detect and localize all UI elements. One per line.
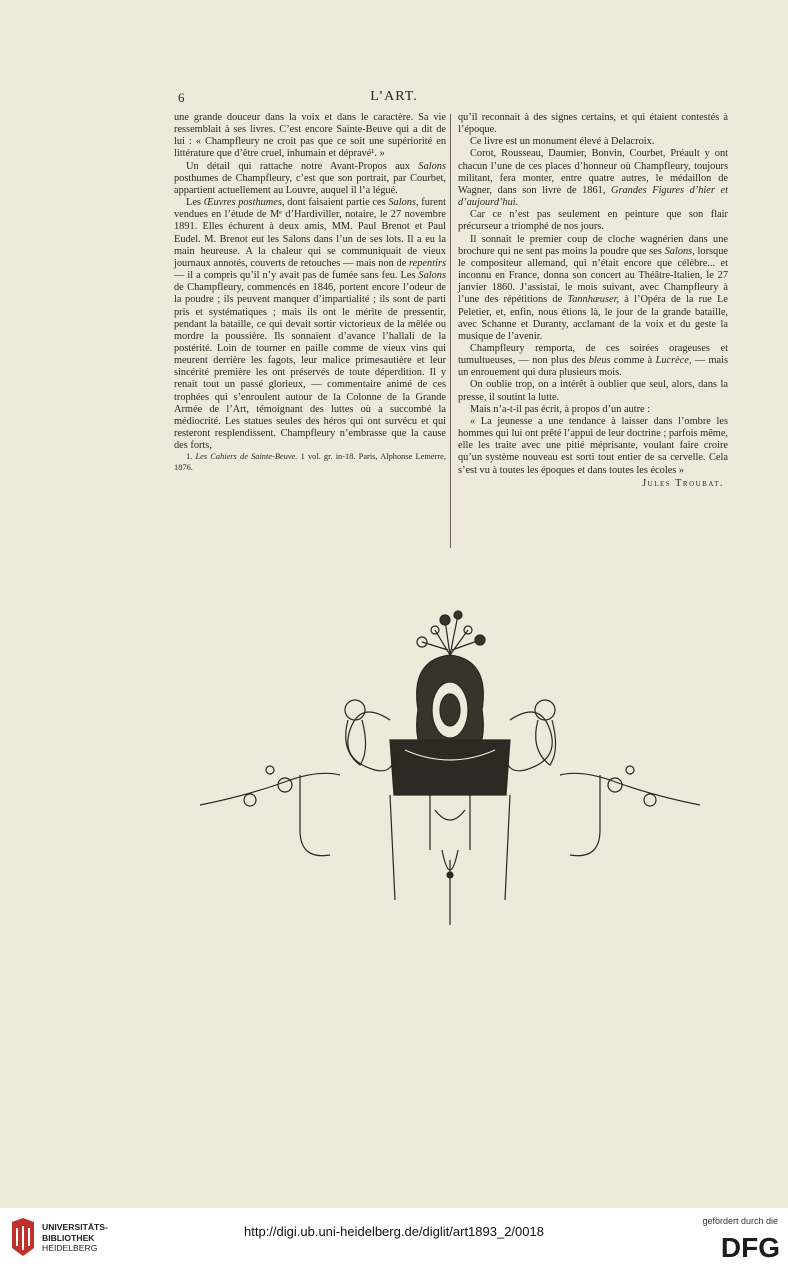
column-divider <box>450 114 451 548</box>
paragraph: Un détail qui rattache notre Avant-Propos aux Salons posthumes de Champfleury, c’est que son portrait, par Courbet, appartient actuellement au Louvre, auquel il l’a légué. <box>174 160 446 196</box>
paragraph: On oublie trop, on a intérêt à oublier que seul, alors, dans la presse, il soutint la lutte. <box>458 379 728 403</box>
author-signature: Jules Troubat. <box>642 477 724 489</box>
paragraph: Ce livre est un monument élevé à Delacroix. <box>470 136 655 148</box>
institution-name: UNIVERSITÄTS- BIBLIOTHEK HEIDELBERG <box>42 1222 108 1253</box>
dfg-logo: DFG <box>720 1232 780 1263</box>
paragraph: Les Œuvres posthumes, dont faisaient partie ces Salons, furent vendues en l’étude de Mᵉ d’Hardiviller, notaire, le 27 novembre 1891. Elles échurent à deux amis, MM. Paul Brenot et Paul Eudel. M. Brenot eut les Salons dans l’un de ses lots. Il a eu la main heureuse. A la chaleur qui se communiquait de vieux journaux annotés, couverts de retouches — mais non de repentirs — il a compris qu’il n’y avait pas de fumée sans feu. Les Salons de Champfleury, commencés en 1846, portent encore l’odeur de la poudre ; ils peuvent manquer d’impartialité ; ils sont de parti pris et systématiques ; mais ils ont le mérite de pressentir, pendant la bataille, ce qui devait sortir victorieux de la mêlée ou mordre la poussière. Ils sonnaient d’avance l’hallali de la postérité. Loin de tourner en paille comme de vieux vins qui meurent derrière les fagots, leur malice primesautière et leur sincérité première les ont préservés de toute déperdition. Il y renait tout un passé glorieux, — commentaire animé de ces trophées qui s’enroulent autour de la Colonne de la Grande Armée de l’Art, témoignant des luttes où a succombé la médiocrité. Les statues seules des héros qui ont survécu et qui resteront resplendissent. Champfleury n’embrasse que la cause des forts, <box>174 197 447 452</box>
footer-bar <box>0 1208 788 1266</box>
funder-caption: gefördert durch die <box>702 1216 778 1226</box>
paragraph: qu’il reconnait à des signes certains, et qui étaient contestés à l’époque. <box>458 112 728 136</box>
quotation: « La jeunesse a une tendance à laisser dans l’ombre les hommes qui lui ont prêté l’appui de leur doctrine ; parfois même, elle les traite avec une pitié méprisante, voulant faire croire qu’un système nouveau est sorti tout entier de sa cervelle. Cela s’est vu à toutes les époques et dans toutes les écoles » <box>458 415 729 476</box>
permalink-url[interactable]: http://digi.ub.uni-heidelberg.de/diglit/art1893_2/0018 <box>244 1224 544 1239</box>
paragraph: Car ce n’est pas seulement en peinture que son flair précurseur a triomphé de nos jours. <box>458 209 728 233</box>
paragraph: Corot, Rousseau, Daumier, Bonvin, Courbet, Préault y ont chacun l’une de ces places d’honneur où Champfleury, toujours militant, fera monter, entre quatre autres, le médaillon de Wagner, dans son livre de 1861, Grandes Figures d’hier et d’aujourd’hui. <box>458 148 728 209</box>
running-title: L’ART. <box>370 89 418 104</box>
floral-vignette-ornament <box>190 600 710 930</box>
left-text-column <box>174 112 446 473</box>
paragraph: Champfleury remporta, de ces soirées orageuses et tumultueuses, — non plus des bleus comme à Lucrèce, — mais un enrouement qui dura plusieurs mois. <box>458 342 728 379</box>
footnote: 1. Les Cahiers de Sainte-Beuve. 1 vol. gr. in-18. Paris, Alphonse Lemerre, 1876. <box>174 452 446 472</box>
paragraph: Il sonnait le premier coup de cloche wagnérien dans une brochure qui ne sent pas moins la poudre que ses Salons, lorsque le compositeur allemand, qui n’était encore que célèbre... et inconnu en France, donna son concert au Théâtre-Italien, le 27 janvier 1860. J’assistai, le mois suivant, avec Champfleury à l’une des répétitions de Tannhæuser, à l’Opéra de la rue Le Peletier, et, enfin, nous étions là, le jour de la grande bataille, avec Schanne et Duranty, acclamant de la voix et du geste la musique de l’avenir. <box>458 233 728 342</box>
right-text-column <box>458 112 728 490</box>
page-number: 6 <box>178 90 185 105</box>
paragraph: Mais n’a-t-il pas écrit, à propos d’un autre : <box>470 403 651 415</box>
paragraph: une grande douceur dans la voix et dans le caractère. Sa vie ressemblait à ses livres. C’est encore Sainte-Beuve qui a dit de lui : « Champfleury ne croit pas que ce soit une supériorité en littérature que d’être cruel, inhumain et dépravé¹. » <box>174 112 446 160</box>
